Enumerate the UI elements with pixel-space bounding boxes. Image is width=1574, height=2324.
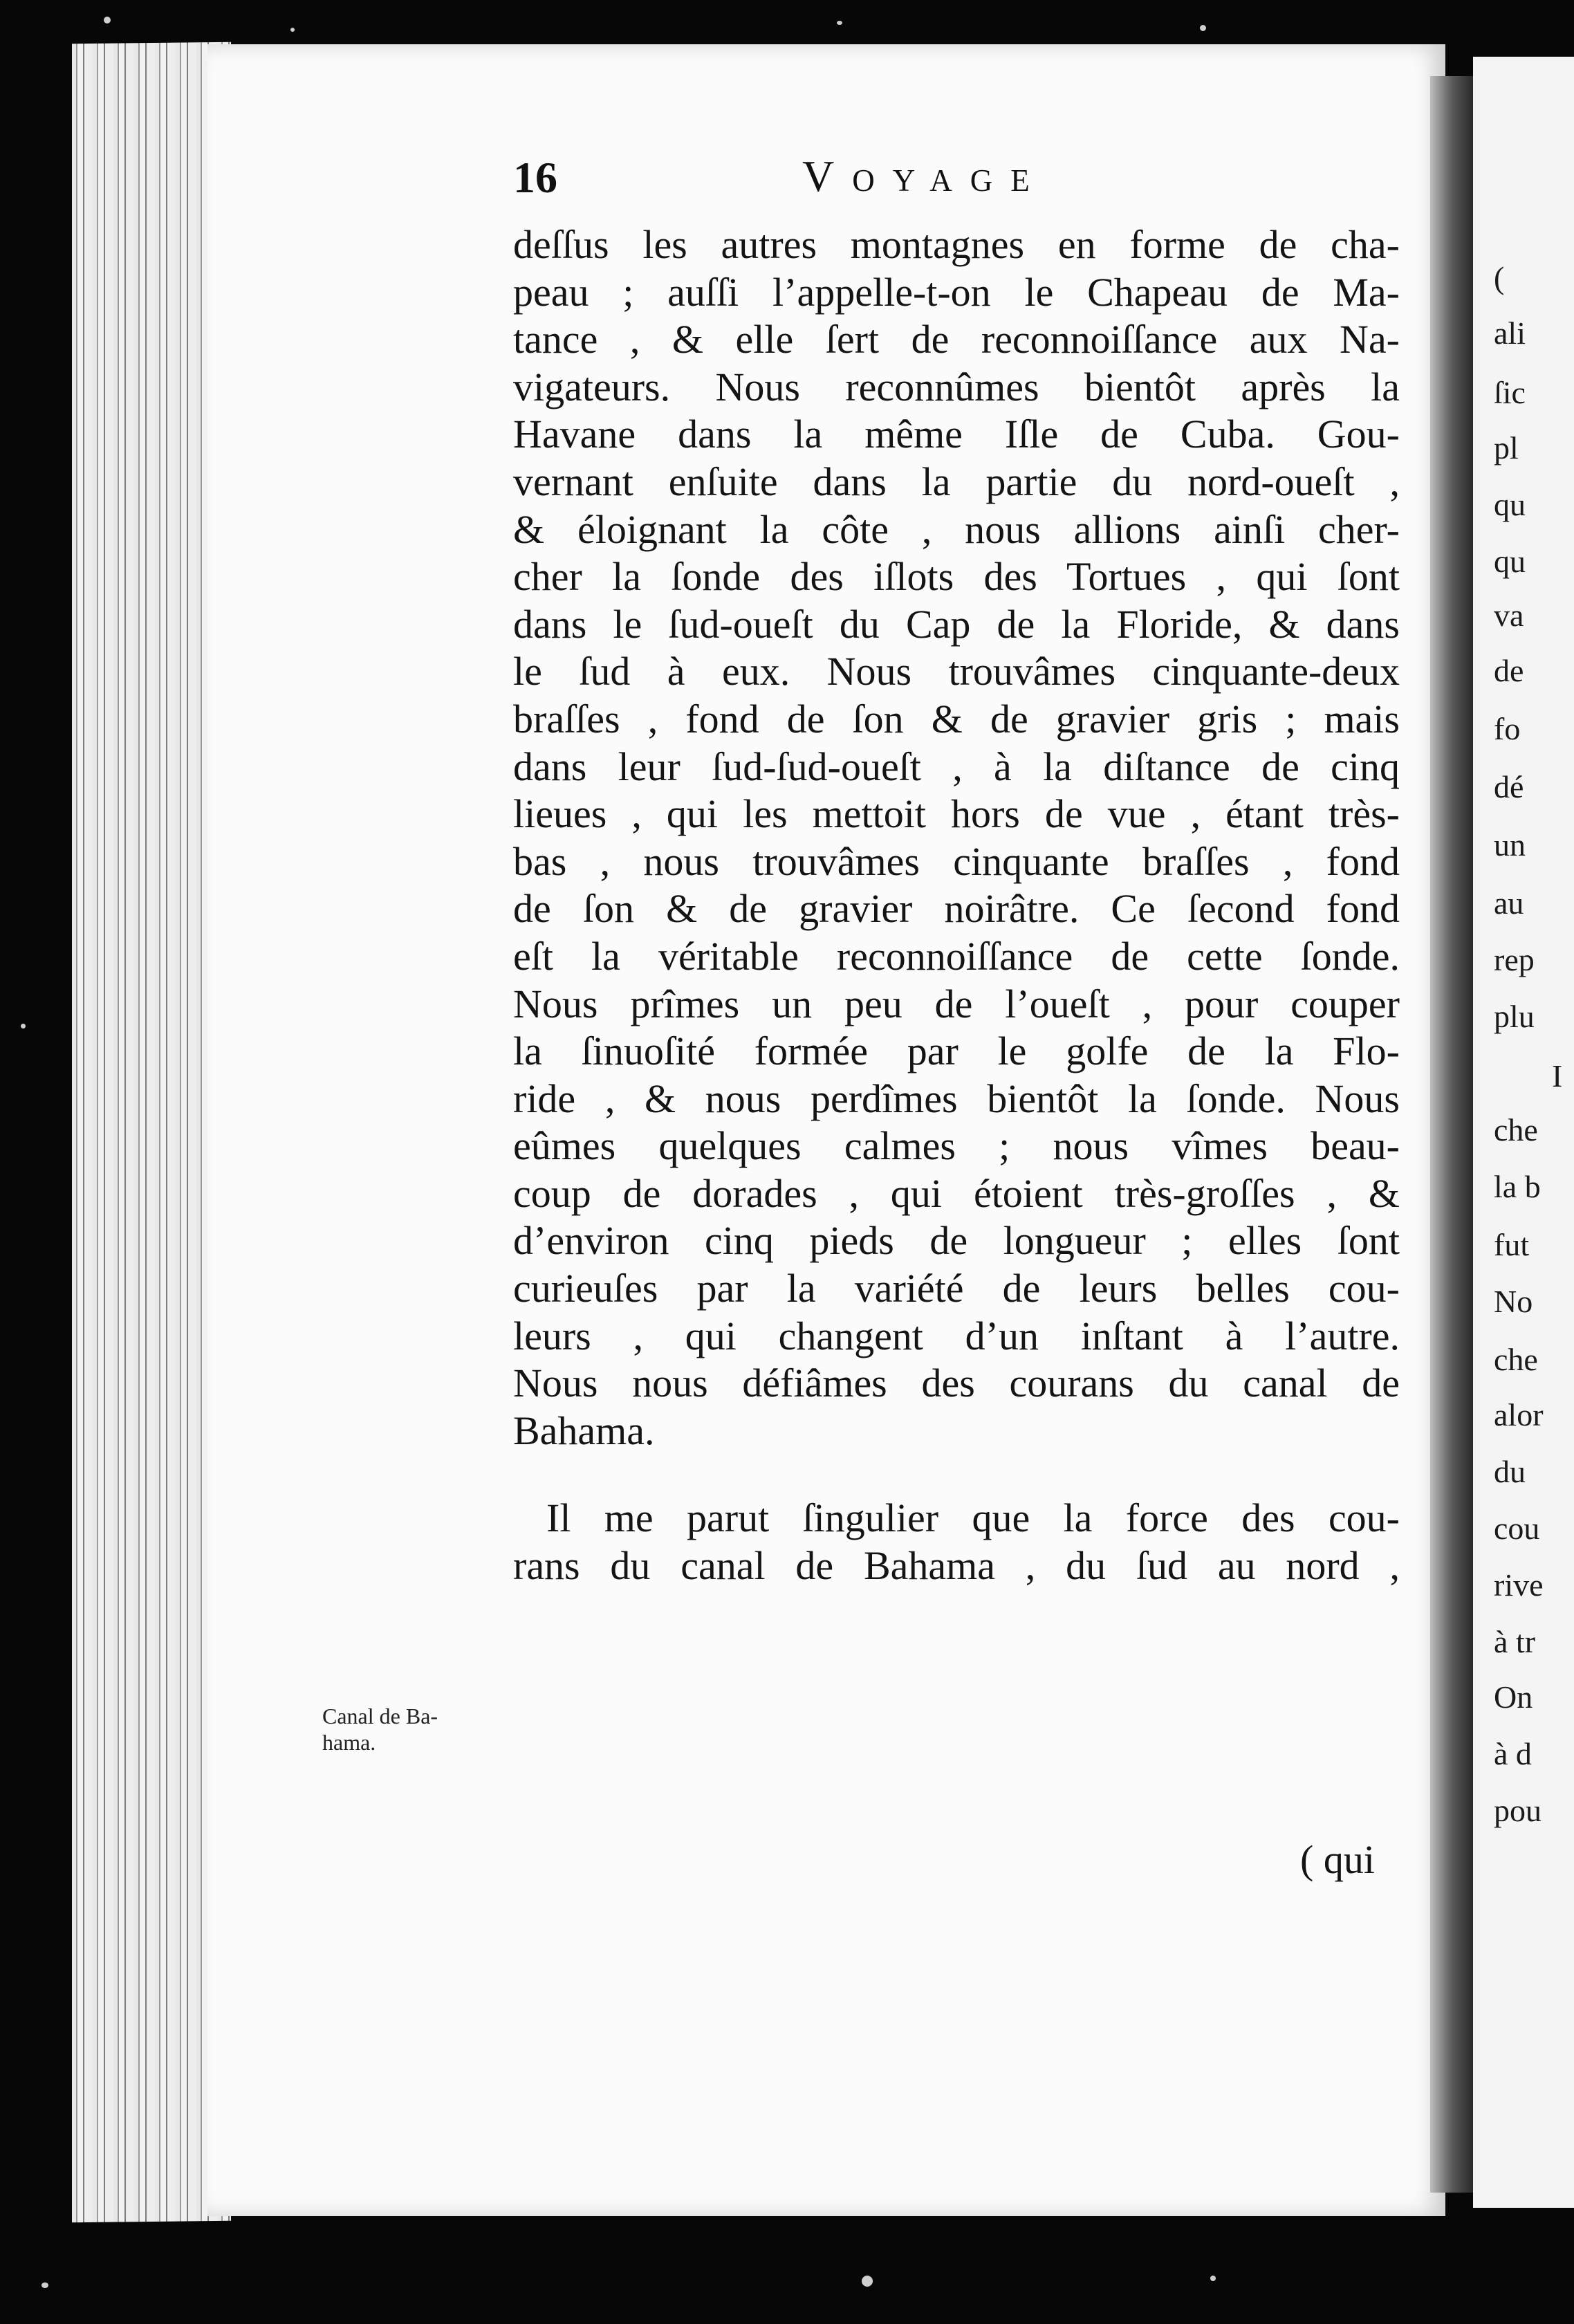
text-line: dans leur ſud-ſud-oueſt , à la diſtance de cinq (513, 744, 1400, 789)
text-line: Havane dans la même Iſle de Cuba. Gou- (513, 412, 1400, 457)
facing-line: rive (1494, 1567, 1544, 1603)
text-line: dans le ſud-oueſt du Cap de la Floride, & dans (513, 601, 1400, 647)
facing-line: che (1494, 1112, 1538, 1147)
facing-line: du (1494, 1454, 1526, 1489)
book-gutter (1430, 76, 1479, 2193)
page-number: 16 (513, 153, 557, 202)
text-line: coup de dorades , qui étoient très-groſſes , & (513, 1170, 1400, 1216)
facing-line: à tr (1494, 1624, 1536, 1659)
text-line: Il me parut ſingulier que la force des cou- (546, 1495, 1400, 1541)
text-line: la ſinuoſité formée par le golfe de la Flo- (513, 1029, 1400, 1074)
facing-line: No (1494, 1284, 1533, 1319)
text-line: eûmes quelques calmes ; nous vîmes beau- (513, 1123, 1400, 1169)
text-line: vigateurs. Nous reconnûmes bientôt après la (513, 364, 1400, 409)
text-line: Nous nous défiâmes des courans du canal de (513, 1361, 1400, 1406)
text-line: cher la ſonde des iſlots des Tortues , qui ſont (513, 554, 1400, 600)
facing-line: un (1494, 827, 1526, 863)
text-line: lieues , qui les mettoit hors de vue , étant très- (513, 791, 1400, 837)
text-line: & éloignant la côte , nous allions ainſi cher- (513, 506, 1400, 552)
facing-line: cou (1494, 1511, 1540, 1546)
text-line: deſſus les autres montagnes en forme de cha- (513, 222, 1400, 267)
text-line: peau ; auſſi l’appelle-t-on le Chapeau de Ma- (513, 269, 1400, 315)
facing-line: fo (1494, 711, 1521, 746)
facing-line: ali (1494, 315, 1526, 351)
facing-line: qu (1494, 487, 1526, 522)
facing-line: va (1494, 598, 1524, 633)
facing-line: I (1552, 1058, 1563, 1094)
text-line: Nous prîmes un peu de l’oueſt , pour couper (513, 981, 1400, 1026)
catchword: ( qui (1300, 1837, 1375, 1882)
text-line: bas , nous trouvâmes cinquante braſſes , fond (513, 838, 1400, 884)
text-line: eſt la véritable reconnoiſſance de cette ſonde. (513, 933, 1400, 979)
facing-line: qu (1494, 544, 1526, 579)
facing-line: plu (1494, 999, 1535, 1034)
facing-line: che (1494, 1342, 1538, 1377)
facing-line: à d (1494, 1736, 1532, 1771)
text-line: vernant enſuite dans la partie du nord-oueſt , (513, 459, 1400, 504)
facing-line: la b (1494, 1169, 1541, 1204)
facing-line: On (1494, 1679, 1533, 1715)
facing-line: de (1494, 653, 1524, 688)
facing-line: pl (1494, 430, 1519, 465)
facing-line: au (1494, 885, 1524, 921)
facing-line: ſic (1494, 375, 1526, 410)
facing-line: alor (1494, 1397, 1544, 1432)
text-line: curieuſes par la variété de leurs belles cou- (513, 1266, 1400, 1311)
facing-line: ( (1494, 260, 1505, 295)
text-line: de ſon & de gravier noirâtre. Ce ſecond fond (513, 886, 1400, 932)
running-title: Voyage (802, 151, 1048, 201)
facing-line: dé (1494, 769, 1524, 804)
facing-line: fut (1494, 1227, 1530, 1262)
body-text (513, 221, 1400, 1590)
text-line: Bahama. (513, 1408, 655, 1453)
text-line: ride , & nous perdîmes bientôt la ſonde. Nous (513, 1076, 1400, 1121)
facing-line: pou (1494, 1793, 1541, 1828)
text-line: rans du canal de Bahama , du ſud au nord , (513, 1543, 1400, 1589)
text-line: le ſud à eux. Nous trouvâmes cinquante-deux (513, 649, 1400, 694)
margin-note: Canal de Ba-hama. (322, 1704, 438, 1755)
text-line: braſſes , fond de ſon & de gravier gris ; mais (513, 696, 1400, 741)
facing-line: rep (1494, 942, 1535, 977)
text-line: tance , & elle ſert de reconnoiſſance aux Na- (513, 317, 1400, 362)
text-line: leurs , qui changent d’un inſtant à l’autre. (513, 1313, 1400, 1358)
text-line: d’environ cinq pieds de longueur ; elles ſont (513, 1218, 1400, 1264)
